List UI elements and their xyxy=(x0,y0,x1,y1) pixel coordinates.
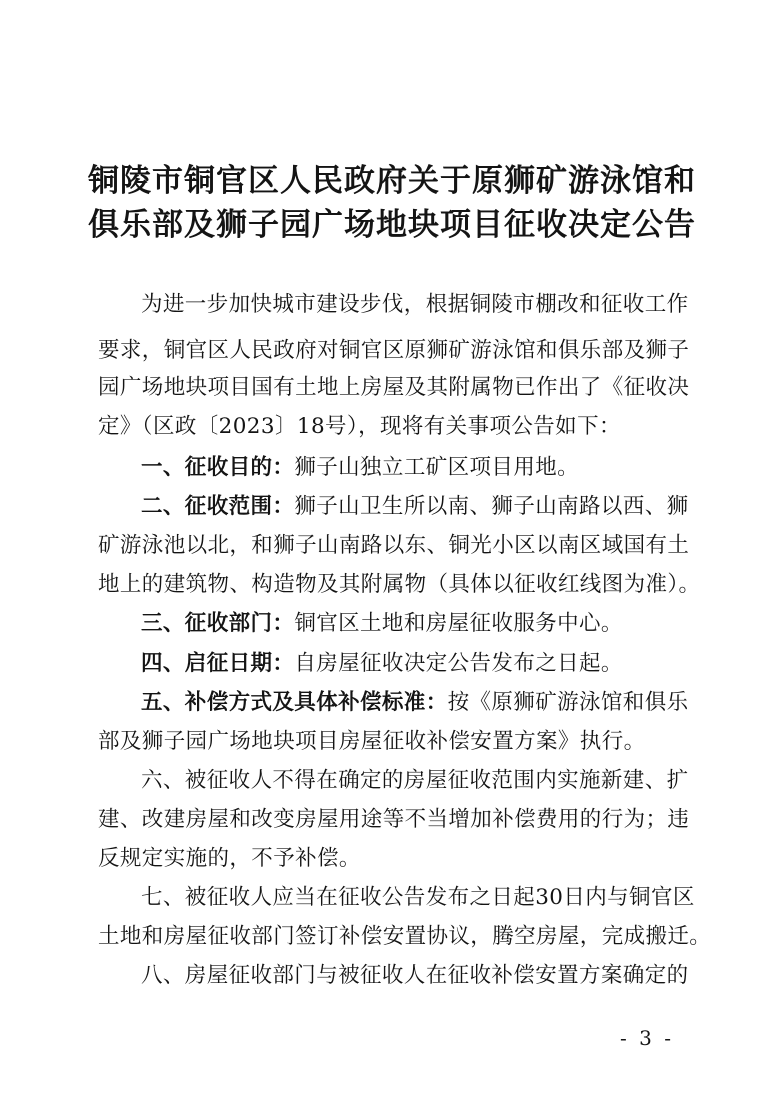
item-3-label: 三、征收部门： xyxy=(141,611,295,636)
item-1 xyxy=(141,450,701,481)
intro-line-4: 定》（区政〔2023〕18号），现将有关事项公告如下： xyxy=(98,414,621,439)
intro-line-1: 为进一步加快城市建设步伐，根据铜陵市棚改和征收工作 xyxy=(141,292,689,317)
item-4-label: 四、启征日期： xyxy=(141,651,295,676)
item-2-label: 二、征收范围： xyxy=(141,494,295,519)
item-6-line-2: 建、改建房屋和改变房屋用途等不当增加补偿费用的行为；违 xyxy=(98,807,690,832)
title-line-1: 铜陵市铜官区人民政府关于原狮矿游泳馆和 xyxy=(88,163,696,199)
item-5 xyxy=(141,685,701,716)
item-4 xyxy=(141,646,701,677)
title-line-2: 俱乐部及狮子园广场地块项目征收决定公告 xyxy=(88,207,696,243)
item-8-line-1: 八、房屋征收部门与被征收人在征收补偿安置方案确定的 xyxy=(141,963,689,988)
item-1-label: 一、征收目的： xyxy=(141,455,295,480)
item-5-line-2: 部及狮子园广场地块项目房屋征收补偿安置方案》执行。 xyxy=(98,729,646,754)
intro-line-2: 要求，铜官区人民政府对铜官区原狮矿游泳馆和俱乐部及狮子 xyxy=(98,338,690,363)
item-6-line-3: 反规定实施的，不予补偿。 xyxy=(98,846,361,871)
item-7-line-2: 土地和房屋征收部门签订补偿安置协议，腾空房屋，完成搬迁。 xyxy=(98,924,712,949)
item-6-line-1: 六、被征收人不得在确定的房屋征收范围内实施新建、扩 xyxy=(141,768,689,793)
item-7-line-1: 七、被征收人应当在征收公告发布之日起30日内与铜官区 xyxy=(141,885,695,910)
item-5-label: 五、补偿方式及具体补偿标准： xyxy=(141,690,448,715)
item-1-text: 狮子山独立工矿区项目用地。 xyxy=(294,455,580,480)
intro-line-3: 园广场地块项目国有土地上房屋及其附属物已作出了《征收决 xyxy=(98,375,690,400)
item-2-line-2: 矿游泳池以北，和狮子山南路以东、铜光小区以南区域国有土 xyxy=(98,533,690,558)
item-2-line-3: 地上的建筑物、构造物及其附属物（具体以征收红线图为准）。 xyxy=(98,572,701,597)
item-5-text: 按《原狮矿游泳馆和俱乐 xyxy=(447,690,689,715)
page-number: - 3 - xyxy=(620,1026,674,1050)
item-3-text: 铜官区土地和房屋征收服务中心。 xyxy=(294,611,623,636)
item-2 xyxy=(141,489,701,520)
item-4-text: 自房屋征收决定公告发布之日起。 xyxy=(294,651,623,676)
item-3 xyxy=(141,606,701,637)
item-2-text: 狮子山卫生所以南、狮子山南路以西、狮 xyxy=(294,494,689,519)
